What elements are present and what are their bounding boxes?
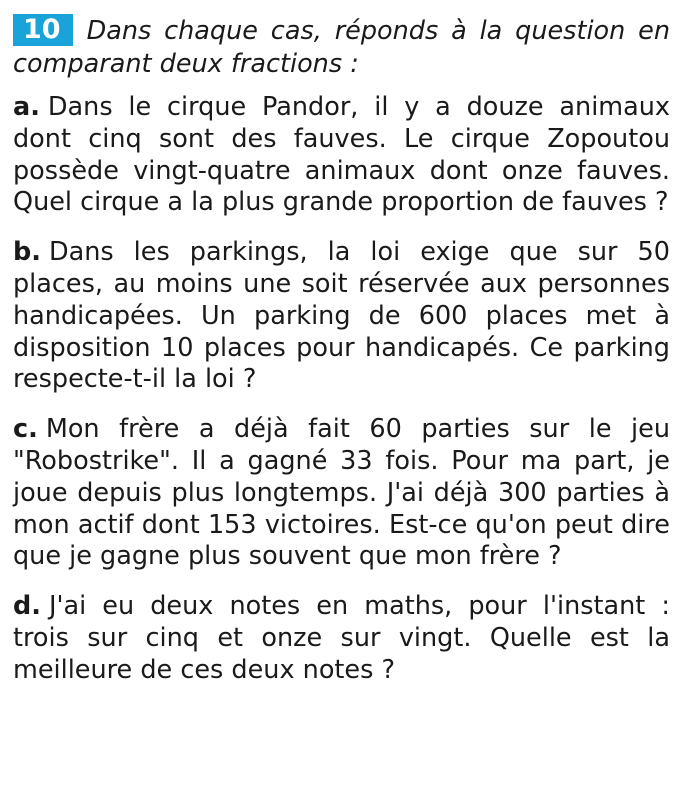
question-label: a. bbox=[13, 92, 40, 122]
question-text: Mon frère a déjà fait 60 parties sur le jeu "Robostrike". Il a gagné 33 fois. Pour ma part, je joue depuis plus longtemps. J'ai déjà 300 parties à mon actif dont 153 victoires. Est-ce qu'on peut dire que je gagne plus souvent que mon frère ? bbox=[13, 414, 670, 572]
question-text: J'ai eu deux notes en maths, pour l'instant : trois sur cinq et onze sur vingt. Quelle est la meilleure de ces deux notes ? bbox=[13, 591, 670, 685]
question-label: c. bbox=[13, 414, 38, 445]
question-text: Dans le cirque Pandor, il y a douze animaux dont cinq sont des fauves. Le cirque Zopoutou possède vingt-quatre animaux dont onze fauves. Quel cirque a la plus grande proportion de fauves ? bbox=[13, 92, 670, 218]
question-label: b. bbox=[13, 237, 41, 268]
exercise-instruction: Dans chaque cas, réponds à la question en comparant deux fractions : bbox=[13, 16, 670, 79]
question-item-c bbox=[13, 414, 670, 573]
question-item-b bbox=[13, 237, 670, 396]
question-label: d. bbox=[13, 591, 41, 622]
question-text: Dans les parkings, la loi exige que sur 50 places, au moins une soit réservée aux personnes handicapées. Un parking de 600 places met à disposition 10 places pour handicapés. Ce parking respecte-t-il la loi ? bbox=[13, 237, 670, 395]
question-item-d bbox=[13, 591, 670, 686]
question-item-a bbox=[13, 92, 670, 219]
exercise-number-badge: 10 bbox=[13, 14, 73, 46]
exercise-header bbox=[13, 14, 670, 81]
